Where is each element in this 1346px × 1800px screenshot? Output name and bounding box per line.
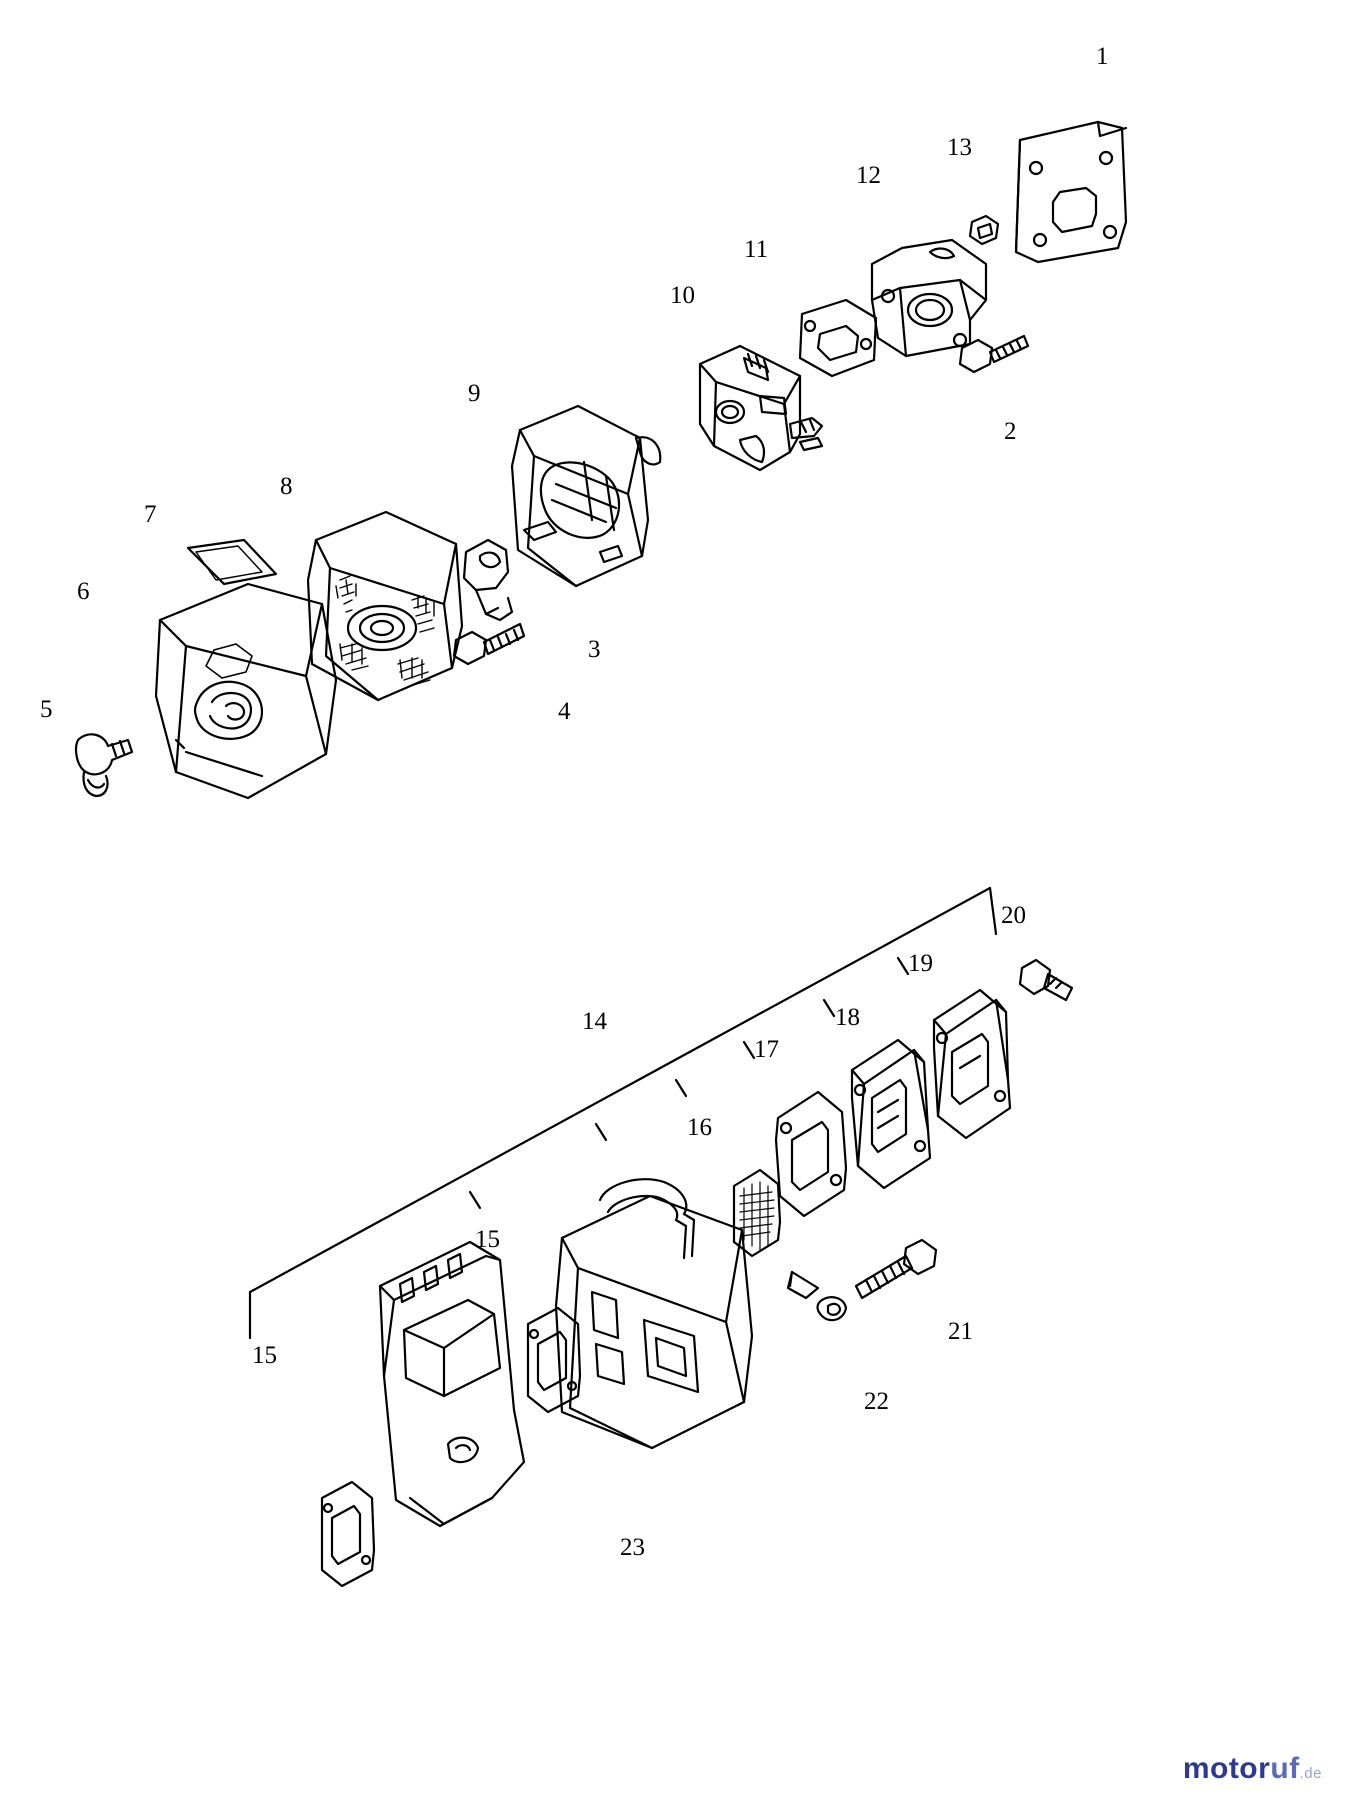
callout-9: 9 (468, 380, 481, 407)
callout-23: 23 (620, 1534, 645, 1561)
watermark (1183, 1752, 1322, 1786)
callout-5: 5 (40, 696, 53, 723)
callout-22: 22 (864, 1388, 889, 1415)
part-15-gasket-lower (322, 1482, 374, 1586)
part-14-muffler (556, 1179, 752, 1448)
part-17-muffler-gasket (776, 1092, 846, 1216)
callout-14: 14 (582, 1008, 607, 1035)
callout-2: 2 (1004, 418, 1017, 445)
part-10-carburetor (700, 346, 822, 470)
callout-17: 17 (754, 1036, 779, 1063)
callout-7: 7 (144, 501, 157, 528)
callout-10: 10 (670, 282, 695, 309)
part-21-stud-bolt (856, 1240, 936, 1298)
watermark-part1: motor (1182, 1752, 1271, 1785)
watermark-suffix: .de (1299, 1765, 1322, 1782)
part-7-decal (188, 540, 276, 584)
callout-15-lower: 15 (252, 1342, 277, 1369)
part-4-screw (454, 624, 524, 664)
callout-6: 6 (77, 578, 90, 605)
part-1-insulator-plate (1016, 122, 1126, 262)
part-11-carburetor-gasket (800, 300, 876, 376)
part-20-bolt (1020, 960, 1072, 1000)
part-23-muffler-shield (380, 1242, 524, 1526)
callout-15-upper: 15 (475, 1226, 500, 1253)
callout-18: 18 (835, 1004, 860, 1031)
callout-1: 1 (1096, 43, 1109, 70)
callout-13: 13 (947, 134, 972, 161)
callout-16: 16 (687, 1114, 712, 1141)
callout-4: 4 (558, 698, 571, 725)
callout-20: 20 (1001, 902, 1026, 929)
part-13-nut (970, 216, 998, 244)
callout-3: 3 (588, 636, 601, 663)
part-16-spark-arrester-screen (734, 1170, 780, 1256)
part-8-air-filter-element (308, 512, 462, 700)
watermark-part2: uf (1270, 1752, 1300, 1785)
assembly-bracket-15 (250, 888, 996, 1338)
part-3-choke-lever (464, 540, 512, 620)
part-18-muffler-gasket-plate (852, 1040, 930, 1188)
callout-21: 21 (948, 1318, 973, 1345)
part-12-insulator-block (872, 240, 986, 356)
callout-12: 12 (856, 162, 881, 189)
part-9-air-filter-base (512, 406, 660, 586)
callout-11: 11 (744, 236, 769, 263)
part-5-knob-screw (76, 734, 132, 796)
part-22-washer (788, 1272, 846, 1320)
callout-8: 8 (280, 473, 293, 500)
callout-19: 19 (908, 950, 933, 977)
part-19-muffler-plate (934, 990, 1010, 1138)
